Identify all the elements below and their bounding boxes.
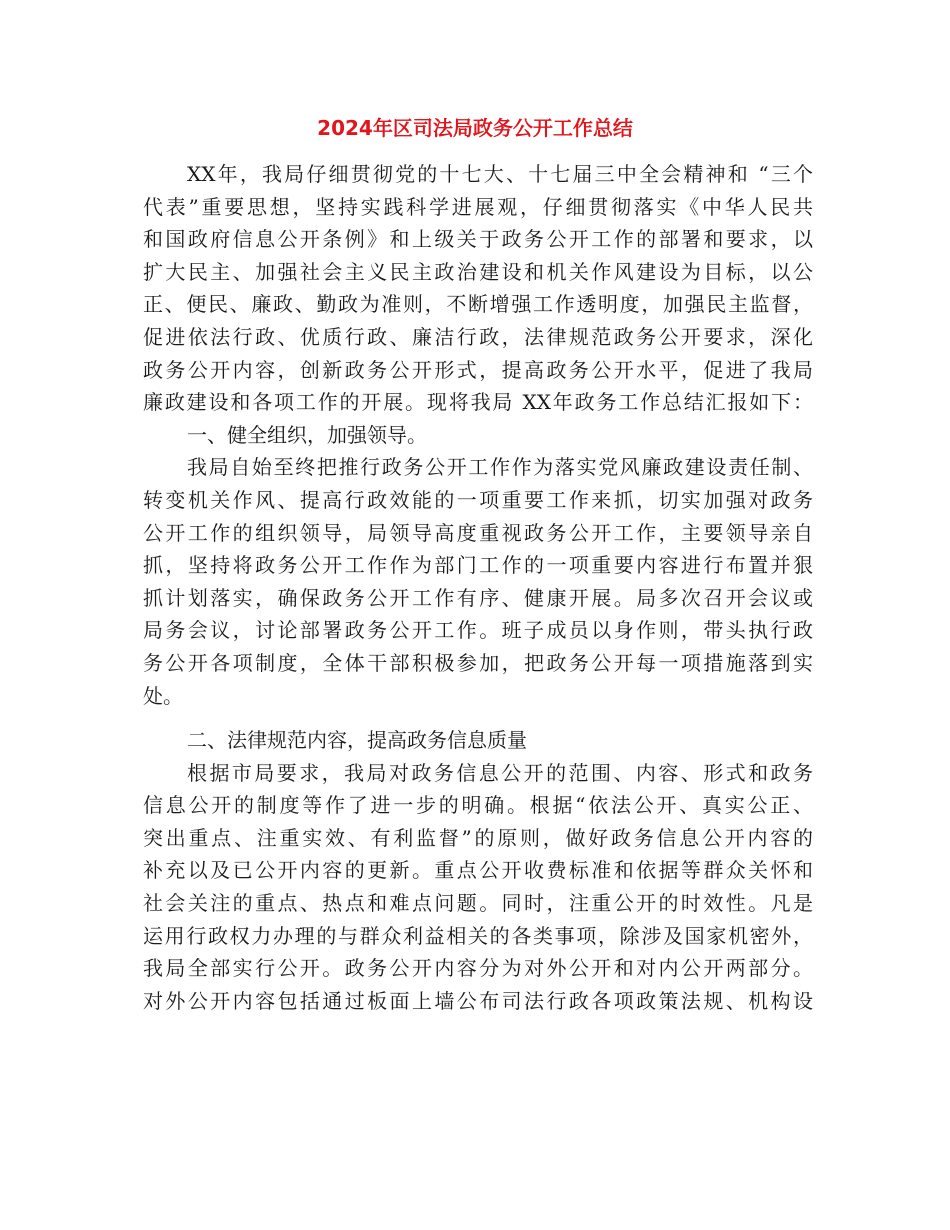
document-body xyxy=(143,158,813,1017)
paragraph-gap xyxy=(143,712,813,724)
text-line: 突出重点、注重实效、有利监督”的原则，做好政务信息公开内容的 xyxy=(143,825,813,850)
text-line: 抓计划落实，确保政务公开工作有序、健康开展。局多次召开会议或 xyxy=(143,585,813,610)
text-line: 和国政府信息公开条例》和上级关于政务公开工作的部署和要求，以 xyxy=(143,227,813,252)
text-line: 促进依法行政、优质行政、廉洁行政，法律规范政务公开要求，深化 xyxy=(143,324,813,349)
text-line: 补充以及已公开内容的更新。重点公开收费标准和依据等群众关怀和 xyxy=(143,858,813,883)
text-line: 我局全部实行公开。政务公开内容分为对外公开和对内公开两部分。 xyxy=(143,956,813,981)
text-line: 公开工作的组织领导，局领导高度重视政务公开工作，主要领导亲自 xyxy=(143,520,813,545)
text-line: 处。 xyxy=(143,683,183,708)
text-line: 二、法律规范内容，提高政务信息质量 xyxy=(187,728,527,753)
text-line: 根据市局要求，我局对政务信息公开的范围、内容、形式和政务 xyxy=(187,760,813,785)
text-line: 政务公开内容，创新政务公开形式，提高政务公开水平，促进了我局 xyxy=(143,357,813,382)
document-title: 2024年区司法局政务公开工作总结 xyxy=(317,116,633,140)
text-line: 转变机关作风、提高行政效能的一项重要工作来抓，切实加强对政务 xyxy=(143,487,813,512)
text-line: 一、健全组织，加强领导。 xyxy=(187,422,427,447)
text-line: 运用行政权力办理的与群众利益相关的各类事项，除涉及国家机密外， xyxy=(143,923,813,948)
text-line: 扩大民主、加强社会主义民主政治建设和机关作风建设为目标，以公 xyxy=(143,259,813,284)
text-line: 我局自始至终把推行政务公开工作作为落实党风廉政建设责任制、 xyxy=(187,455,813,480)
text-line: XX年，我局仔细贯彻党的十七大、十七届三中全会精神和 “三个 xyxy=(187,162,813,186)
text-line: 对外公开内容包括通过板面上墙公布司法行政各项政策法规、机构设 xyxy=(143,988,813,1013)
text-line: 社会关注的重点、热点和难点问题。同时，注重公开的时效性。凡是 xyxy=(143,891,813,916)
text-line: 正、便民、廉政、勤政为准则，不断增强工作透明度，加强民主监督， xyxy=(143,292,813,317)
text-line: 务公开各项制度，全体干部积极参加，把政务公开每一项措施落到实 xyxy=(143,650,813,675)
text-line: 信息公开的制度等作了进一步的明确。根据“依法公开、真实公正、 xyxy=(143,793,813,818)
text-line: 局务会议，讨论部署政务公开工作。班子成员以身作则，带头执行政 xyxy=(143,618,813,643)
text-line: 廉政建设和各项工作的开展。现将我局 XX年政务工作总结汇报如下： xyxy=(143,390,813,415)
text-line: 代表”重要思想，坚持实践科学进展观，仔细贯彻落实《中华人民共 xyxy=(143,194,813,219)
text-line: 抓，坚持将政务公开工作作为部门工作的一项重要内容进行布置并狠 xyxy=(143,553,813,578)
